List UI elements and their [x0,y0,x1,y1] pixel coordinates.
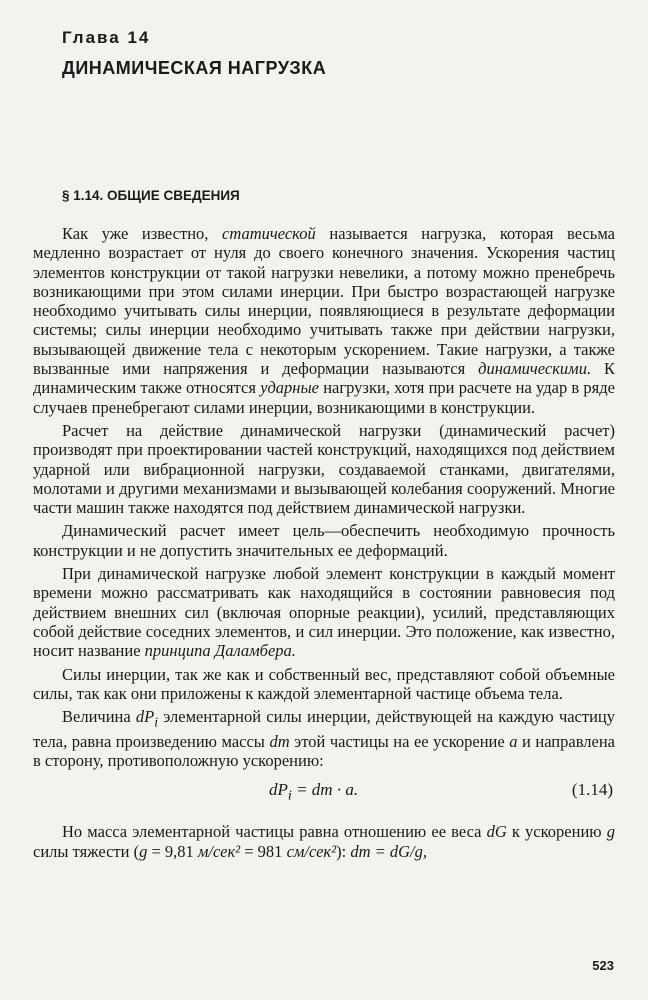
paragraph: Расчет на действие динамической нагрузки (динамический расчет) производят при проектировании частей конструкций, находящихся под действием ударной или вибрационной нагрузки, создаваемой станками, двигателями, молотами и другими механизмами и вызывающей колебания сооружений. Многие части машин также находятся под действием динамической нагрузки. [33,420,615,518]
text-run: = 9,81 [147,841,194,861]
paragraph [33,822,615,861]
equation-lhs: dP [269,780,288,800]
text-run: этой частицы на ее ускорение [294,731,505,751]
math-expression: dm = dG/g, [350,841,428,861]
text-run: = 981 [240,841,283,861]
text-run: и направлена в сторону, противоположную ускорению: [33,731,615,771]
math-symbol: a [509,731,518,751]
text-run: Величина [62,707,131,727]
math-symbol: dP [135,707,155,727]
math-subscript: i [154,714,159,730]
math-symbol: dG [486,822,507,842]
italic-term: статической [222,224,316,243]
body-text [33,224,615,861]
section-title: § 1.14. ОБЩИЕ СВЕДЕНИЯ [62,188,240,203]
equation-subscript: i [287,787,292,804]
text-run: называется нагрузка, которая весьма медленно возрастает от нуля до своего конечного значения. Ускорения частиц элементов конструкции от такой нагрузки невелики, а потому можно пренебречь возникающими при этом силами инерции. При быстро возрастающей нагрузке необходимо учитывать силы инерции, появляющиеся в результате деформации системы; силы инерции необходимо учитывать также при действии нагрузки, вызывающей движение тела с некоторым ускорением. Такие нагрузки, а также вызванные ими напряжения и деформации называются [33,224,615,379]
text-run: нагрузки, хотя при расчете на удар в ряде случаев пренебрегают силами инерции, возникающими в конструкции. [33,378,615,417]
text-run: к ускорению [511,822,602,842]
text-run: При динамической нагрузке любой элемент конструкции в каждый момент времени можно рассматривать как находящийся в состоянии равновесия под действием внешних сил (включая опорные реакции), усилий, представляющих собой действие соседних элементов, и сил инерции. Это положение, как известно, носит название [33,564,615,661]
text-run: Но масса элементарной частицы равна отношению ее веса [62,822,482,842]
italic-term: ударные [260,378,319,398]
text-run: элементарной силы инерции, действующей на каждую частицу тела, равна произведению массы [33,707,616,751]
text-run: Как уже известно, [62,224,209,243]
chapter-label: Глава 14 [62,28,151,47]
equation-rhs: = dm · a. [291,780,359,800]
paragraph [33,224,615,417]
unit: м/сек² [197,841,241,861]
text-run: К динамическим также относятся [33,359,615,398]
italic-term: динамическими. [478,359,592,379]
text-run: ): [336,841,347,861]
text-run: силы тяжести ( [33,841,140,861]
equation-number: (1.14) [571,780,613,800]
paragraph [33,707,615,770]
equation-row [33,772,615,810]
chapter-title: ДИНАМИЧЕСКАЯ НАГРУЗКА [62,58,327,78]
italic-term: принципа Даламбера. [144,641,296,661]
unit: см/сек² [286,841,337,861]
math-symbol: dm [269,731,290,751]
paragraph: Силы инерции, так же как и собственный вес, представляют собой объемные силы, так как они приложены к каждой элементарной частице объема тела. [33,664,615,703]
paragraph [33,564,615,660]
paragraph: Динамический расчет имеет цель—обеспечить необходимую прочность конструкции и не допустить значительных ее деформаций. [33,521,615,560]
math-symbol: g [139,841,148,861]
math-symbol: g [606,822,616,842]
equation [269,780,358,806]
page-number: 523 [592,958,614,973]
